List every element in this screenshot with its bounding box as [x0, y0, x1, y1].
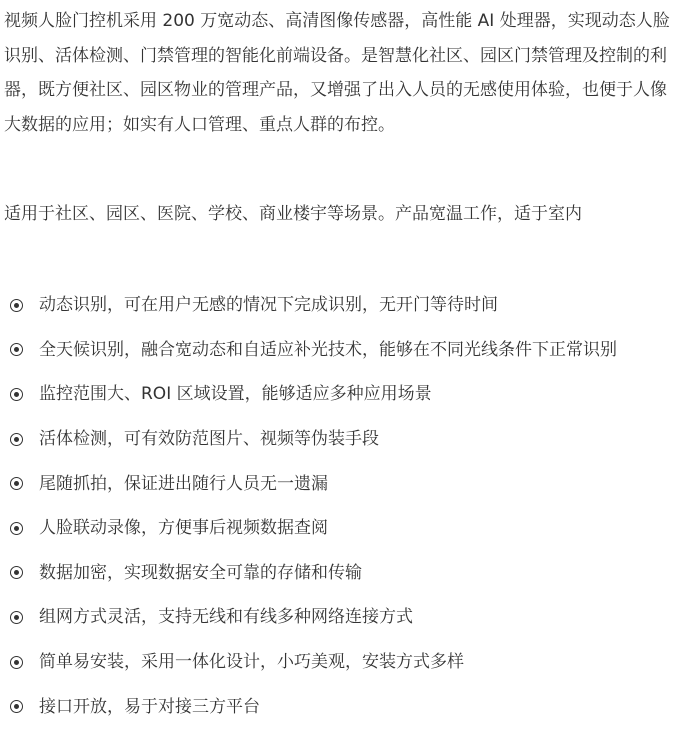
scenario-text: 适用于社区、园区、医院、学校、商业楼宇等场景。产品宽温工作，适于室内: [4, 204, 582, 224]
list-item: [0, 372, 684, 417]
feature-text: 动态识别，可在用户无感的情况下完成识别，无开门等待时间: [39, 295, 498, 316]
radio-bullet-icon: [10, 656, 23, 669]
radio-bullet-icon: [10, 433, 23, 446]
feature-text: 简单易安装，采用一体化设计，小巧美观，安装方式多样: [39, 652, 464, 673]
radio-bullet-icon: [10, 388, 23, 401]
list-item: [0, 417, 684, 462]
feature-text: 数据加密，实现数据安全可靠的存储和传输: [39, 562, 362, 583]
intro-paragraph: 视频人脸门控机采用 200 万宽动态、高清图像传感器，高性能 AI 处理器，实现动态人脸识别、活体检测、门禁管理的智能化前端设备。是智慧化社区、园区门禁管理及控制的利器，既方便社区、园区物业的管理产品，又增强了出入人员的无感使用体验，也便于人像大数据的应用；如实有人口管理、重点人群的布控。: [4, 11, 670, 135]
list-item: [0, 595, 684, 640]
intro-section: [4, 4, 674, 142]
radio-bullet-icon: [10, 299, 23, 312]
feature-text: 尾随抓拍，保证进出随行人员无一遗漏: [39, 473, 328, 494]
radio-bullet-icon: [10, 522, 23, 535]
list-item: [0, 506, 684, 551]
feature-text: 组网方式灵活，支持无线和有线多种网络连接方式: [39, 607, 413, 628]
feature-text: 活体检测，可有效防范图片、视频等伪装手段: [39, 429, 379, 450]
list-item: [0, 640, 684, 685]
radio-bullet-icon: [10, 343, 23, 356]
radio-bullet-icon: [10, 611, 23, 624]
radio-bullet-icon: [10, 566, 23, 579]
feature-text: 接口开放，易于对接三方平台: [39, 696, 260, 717]
feature-text: 人脸联动录像，方便事后视频数据查阅: [39, 518, 328, 539]
list-item: [0, 551, 684, 596]
feature-list: [0, 283, 684, 729]
radio-bullet-icon: [10, 477, 23, 490]
feature-text: 监控范围大、ROI 区域设置，能够适应多种应用场景: [39, 384, 432, 405]
list-item: [0, 461, 684, 506]
radio-bullet-icon: [10, 700, 23, 713]
list-item: [0, 283, 684, 328]
list-item: [0, 328, 684, 373]
list-item: [0, 684, 684, 729]
feature-text: 全天候识别，融合宽动态和自适应补光技术，能够在不同光线条件下正常识别: [39, 339, 617, 360]
